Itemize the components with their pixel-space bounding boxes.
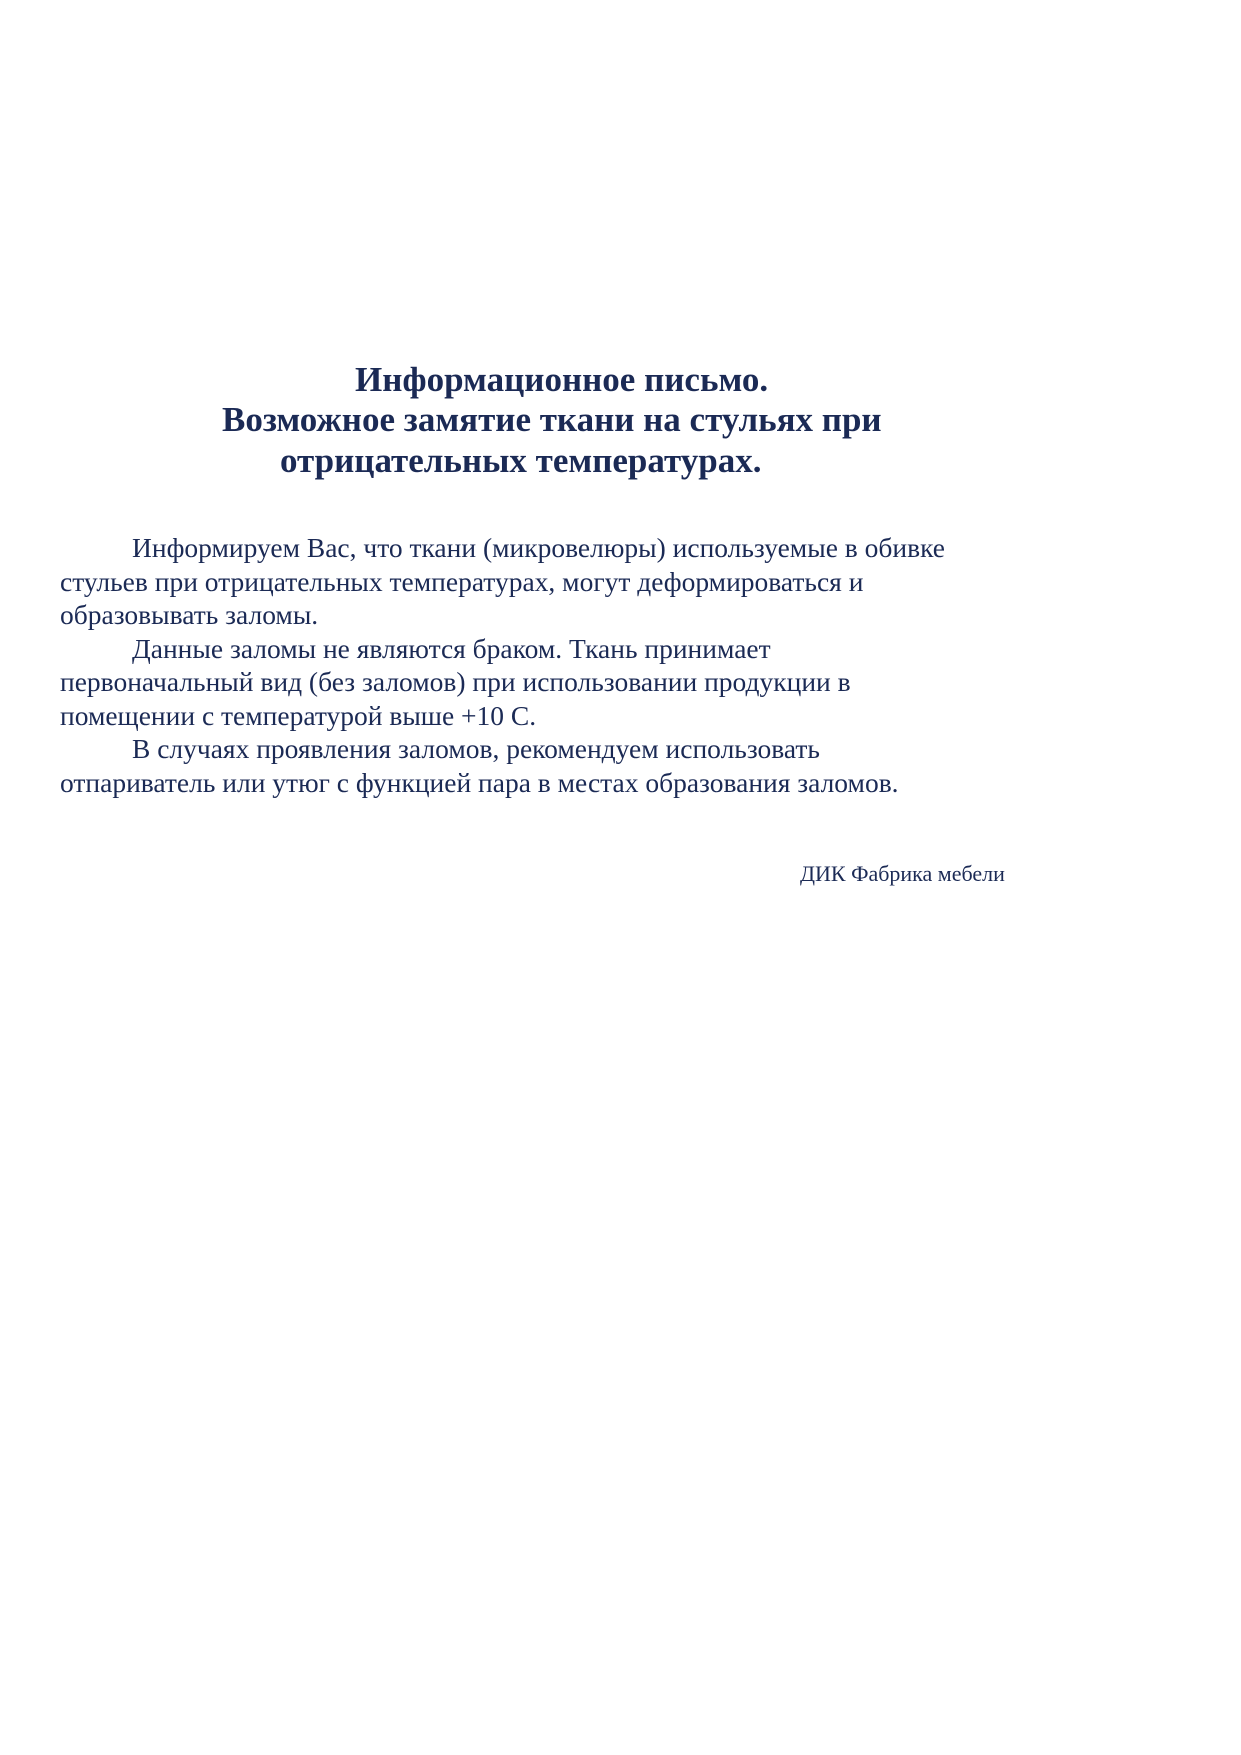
body-line: отпариватель или утюг с функцией пара в местах образования заломов. (60, 766, 899, 798)
title-line-3: отрицательных температурах. (280, 441, 762, 480)
body-line: Информируем Вас, что ткани (микровелюры) используемые в обивке (132, 532, 945, 563)
body-line: Данные заломы не являются браком. Ткань принимает (132, 632, 771, 664)
body-line: стульев при отрицательных температурах, могут деформироваться и (60, 565, 864, 597)
body-line: помещении с температурой выше +10 С. (60, 699, 537, 731)
signature: ДИК Фабрика мебели (800, 861, 1005, 886)
body-line: первоначальный вид (без заломов) при использовании продукции в (60, 666, 851, 697)
letter-body (60, 531, 1020, 799)
body-line: образовывать заломы. (60, 599, 319, 630)
title-line-1: Информационное письмо. (355, 360, 769, 399)
title-line-2: Возможное замятие ткани на стульях при (222, 400, 882, 439)
body-line: В случаях проявления заломов, рекомендуем использовать (132, 733, 820, 764)
